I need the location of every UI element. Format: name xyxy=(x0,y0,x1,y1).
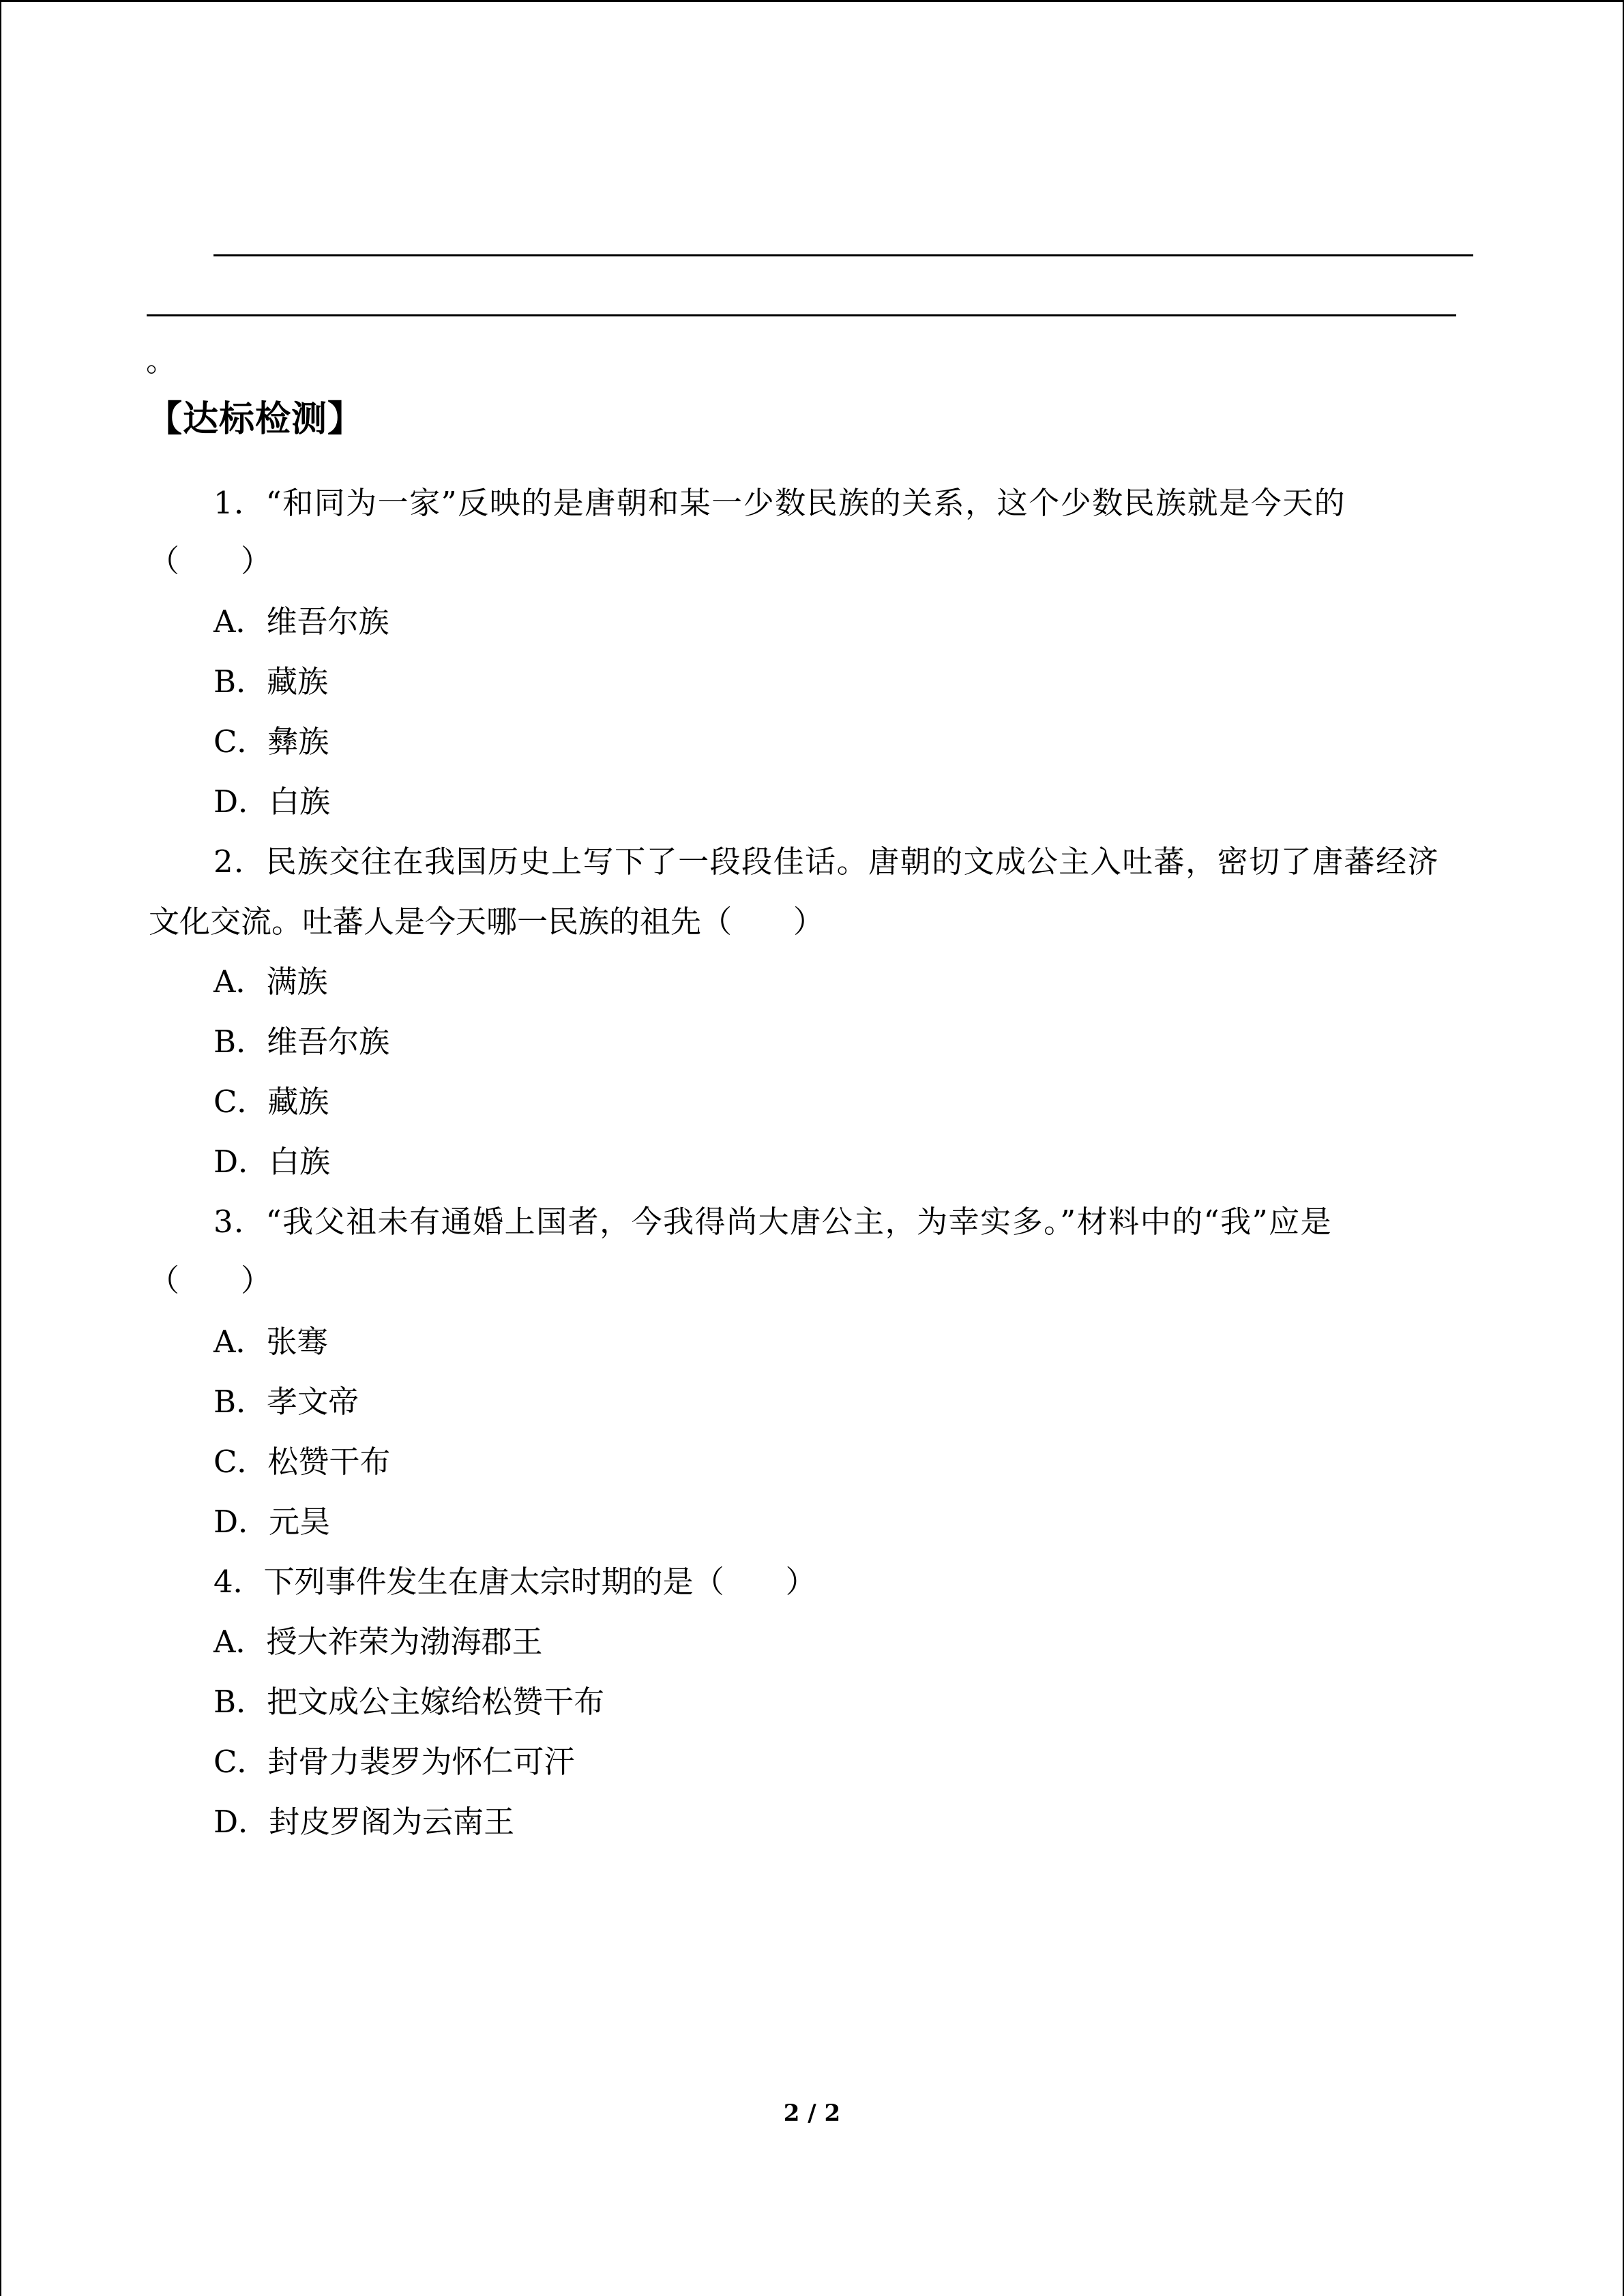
question-4-stem: 4．下列事件发生在唐太宗时期的是（ ） xyxy=(213,1564,816,1600)
question-3-option-d: D．元昊 xyxy=(213,1504,331,1540)
question-1-bracket: （ ） xyxy=(149,543,272,579)
page-number: 2 / 2 xyxy=(783,2100,841,2127)
question-2-option-b: B．维吾尔族 xyxy=(213,1024,390,1060)
question-4-option-d: D．封皮罗阁为云南王 xyxy=(213,1804,515,1840)
answer-end-mark: 。 xyxy=(146,344,176,378)
question-1-option-d: D．白族 xyxy=(213,784,331,820)
section-heading: 【达标检测】 xyxy=(147,398,364,440)
question-4-option-b: B．把文成公主嫁给松赞干布 xyxy=(213,1684,605,1720)
question-1-option-b: B．藏族 xyxy=(213,664,329,700)
answer-blank-line xyxy=(147,314,1456,316)
question-4-option-a: A．授大祚荣为渤海郡王 xyxy=(213,1624,543,1660)
question-2-option-a: A．满族 xyxy=(213,964,328,1000)
question-3-stem: 3．“我父祖未有通婚上国者，今我得尚大唐公主，为幸实多。”材料中的“我”应是 xyxy=(213,1204,1333,1240)
question-3-option-b: B．孝文帝 xyxy=(213,1384,359,1420)
question-2-stem-continued: 文化交流。吐蕃人是今天哪一民族的祖先（ ） xyxy=(149,904,825,940)
question-3-option-c: C．松赞干布 xyxy=(213,1444,391,1480)
question-1-option-a: A．维吾尔族 xyxy=(213,603,389,640)
question-3-option-a: A．张骞 xyxy=(213,1324,328,1360)
question-1-stem: 1．“和同为一家”反映的是唐朝和某一少数民族的关系，这个少数民族就是今天的 xyxy=(213,485,1346,521)
question-2-stem: 2．民族交往在我国历史上写下了一段段佳话。唐朝的文成公主入吐蕃，密切了唐蕃经济 xyxy=(213,844,1440,880)
question-2-option-c: C．藏族 xyxy=(213,1084,329,1120)
question-2-option-d: D．白族 xyxy=(213,1144,331,1180)
question-1-option-c: C．彝族 xyxy=(213,724,329,760)
question-3-bracket: （ ） xyxy=(149,1262,272,1298)
question-4-option-c: C．封骨力裴罗为怀仁可汗 xyxy=(213,1744,575,1780)
answer-blank-line xyxy=(213,254,1473,256)
